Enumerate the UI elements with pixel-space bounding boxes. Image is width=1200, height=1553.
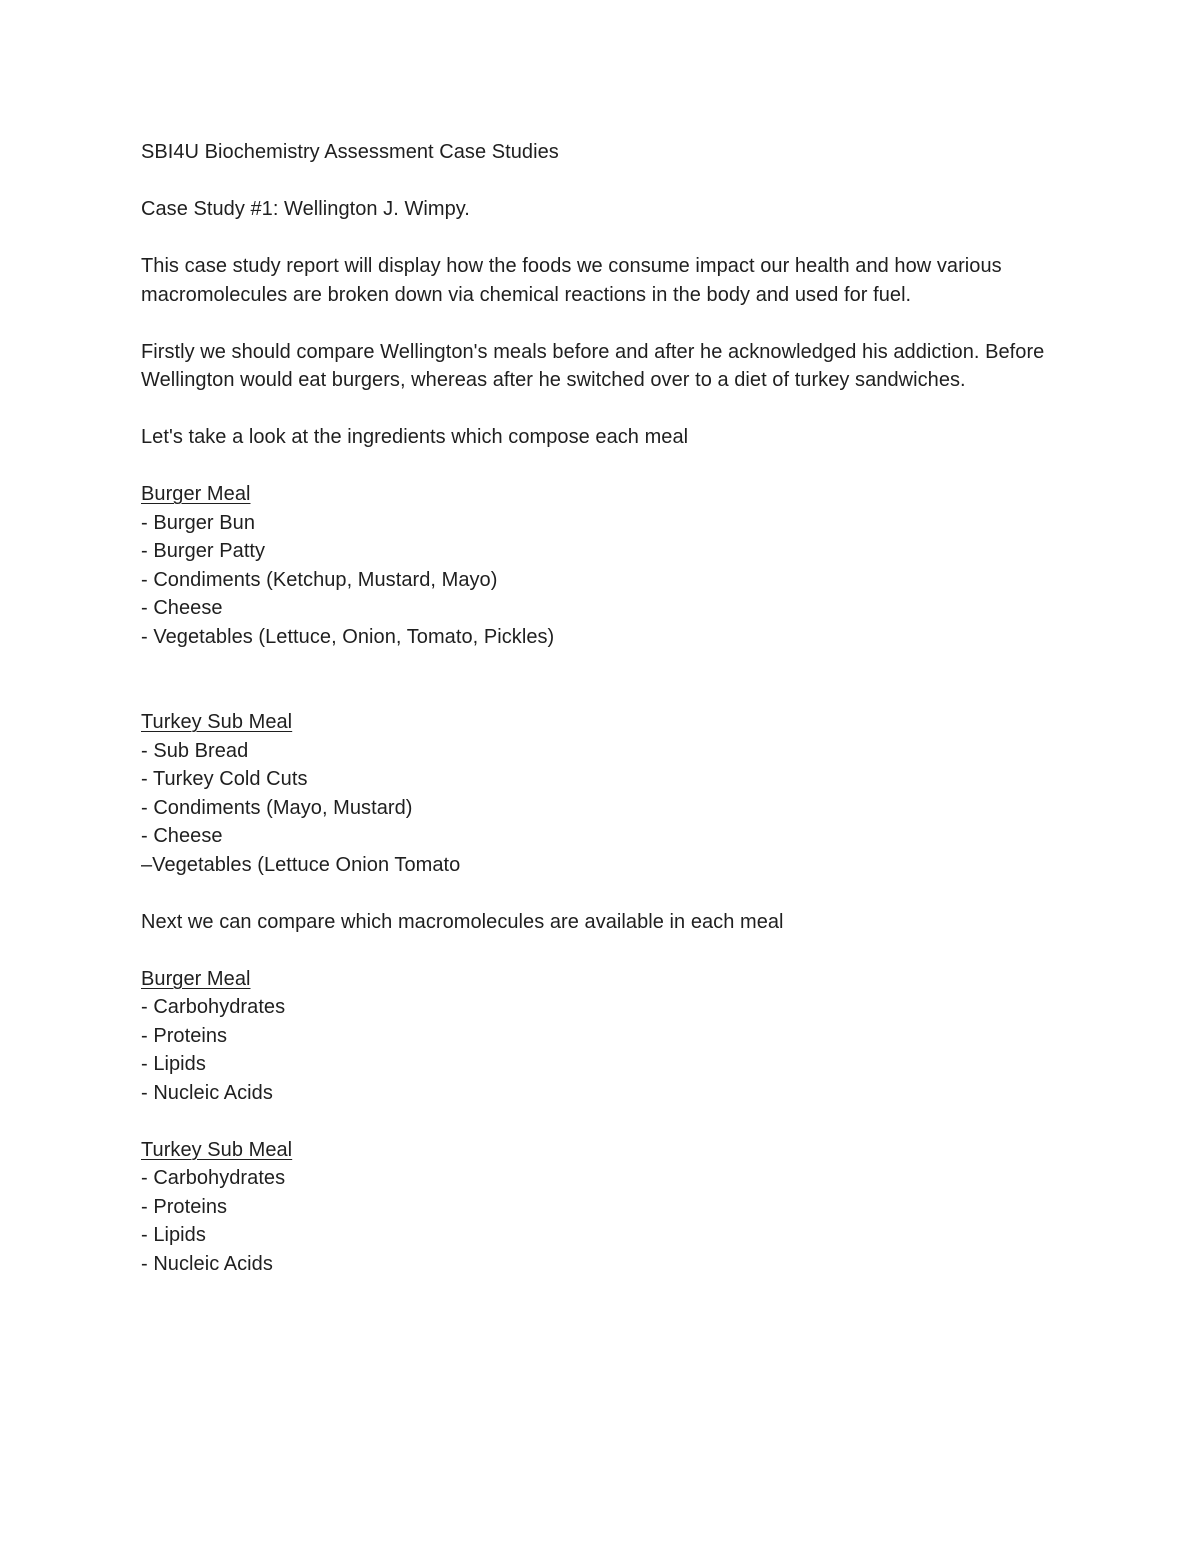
spacer [141, 452, 1071, 481]
document-title: SBI4U Biochemistry Assessment Case Studies [141, 141, 559, 163]
section-heading [141, 965, 1071, 994]
spacer [141, 224, 1071, 253]
turkey-ingredients-section [141, 708, 1071, 879]
list-item: - Lipids [141, 1053, 206, 1075]
list-item: - Burger Bun [141, 511, 255, 534]
list-item: - Nucleic Acids [141, 1252, 273, 1275]
case-study-heading: Case Study #1: Wellington J. Wimpy. [141, 198, 470, 220]
list-item: - Proteins [141, 1195, 228, 1218]
turkey-macromolecules-list [141, 1164, 1071, 1278]
spacer [141, 395, 1071, 424]
list-item: - Carbohydrates [141, 996, 286, 1018]
ingredients-intro: Let's take a look at the ingredients which compose each meal [141, 426, 689, 448]
burger-ingredients-heading: Burger Meal [141, 483, 251, 505]
spacer [141, 651, 1071, 708]
spacer [141, 879, 1071, 908]
section-heading [141, 1136, 1071, 1165]
burger-ingredients-list [141, 509, 1071, 652]
list-item: - Turkey Cold Cuts [141, 768, 308, 790]
comparison-paragraph: Firstly we should compare Wellington's meals before and after he acknowledged his addiction. Before Wellington would eat burgers, whereas after he switched over to a diet of turkey sandwiches. [141, 340, 1045, 391]
burger-macromolecules-list [141, 993, 1071, 1107]
spacer [141, 167, 1071, 196]
burger-ingredients-section [141, 480, 1071, 651]
section-heading [141, 708, 1071, 737]
spacer [141, 309, 1071, 338]
list-item: - Lipids [141, 1224, 206, 1246]
list-item: - Condiments (Ketchup, Mustard, Mayo) [141, 568, 498, 591]
list-item: - Sub Bread [141, 739, 249, 762]
list-item: - Cheese [141, 825, 223, 847]
list-item: - Carbohydrates [141, 1167, 286, 1189]
list-item: - Nucleic Acids [141, 1081, 273, 1104]
burger-macromolecules-section [141, 965, 1071, 1108]
list-item: –Vegetables (Lettuce Onion Tomato [141, 853, 461, 876]
burger-macromolecules-heading: Burger Meal [141, 967, 251, 990]
turkey-macromolecules-heading: Turkey Sub Meal [141, 1138, 293, 1161]
list-item: - Burger Patty [141, 540, 266, 562]
intro-paragraph: This case study report will display how the foods we consume impact our health and how various macromolecules are broken down via chemical reactions in the body and used for fuel. [141, 255, 1002, 306]
list-item: - Vegetables (Lettuce, Onion, Tomato, Pickles) [141, 625, 555, 648]
document-body [141, 138, 1071, 1278]
list-item: - Condiments (Mayo, Mustard) [141, 796, 413, 819]
list-item: - Proteins [141, 1024, 228, 1047]
section-heading [141, 480, 1071, 509]
spacer [141, 1107, 1071, 1136]
spacer [141, 936, 1071, 965]
turkey-ingredients-list [141, 737, 1071, 880]
macromolecules-intro: Next we can compare which macromolecules are available in each meal [141, 910, 784, 933]
turkey-macromolecules-section [141, 1136, 1071, 1279]
list-item: - Cheese [141, 597, 223, 619]
turkey-ingredients-heading: Turkey Sub Meal [141, 711, 293, 733]
